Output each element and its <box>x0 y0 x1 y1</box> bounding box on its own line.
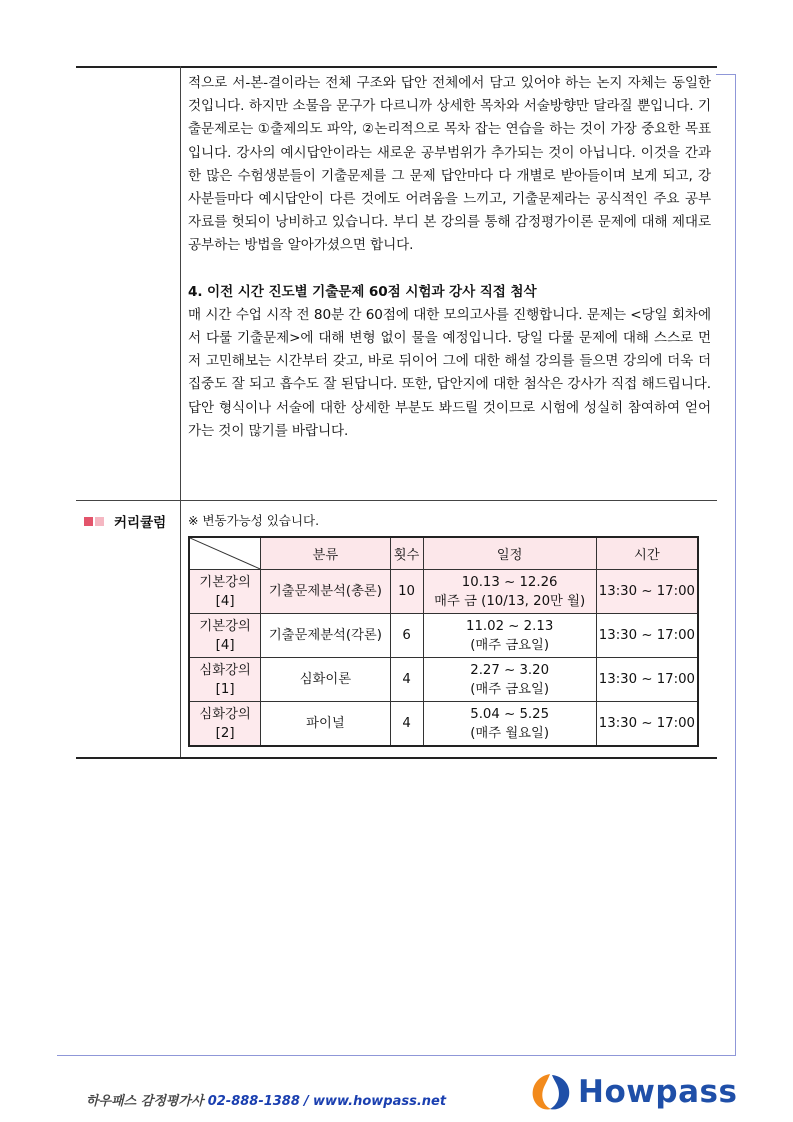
page-frame-top <box>716 74 736 75</box>
schedule-cell: 10.13 ~ 12.26 매주 금 (10/13, 20만 월) <box>423 570 596 614</box>
footer-phone[interactable]: 02-888-1388 <box>207 1094 300 1109</box>
course-name-cell: 심화이론 <box>261 658 390 702</box>
section-4-heading: 4. 이전 시간 진도별 기출문제 60점 시험과 강사 직접 첨삭 <box>188 283 537 300</box>
column-separator <box>180 66 181 758</box>
course-name-cell: 기출문제분석(각론) <box>261 614 390 658</box>
diagonal-header-cell <box>189 537 261 570</box>
count-cell: 4 <box>390 702 423 747</box>
header-category: 분류 <box>261 537 390 570</box>
table-row <box>189 570 698 614</box>
table-header-row <box>189 537 698 570</box>
time-cell: 13:30 ~ 17:00 <box>596 658 698 702</box>
count-cell: 4 <box>390 658 423 702</box>
table-row <box>189 658 698 702</box>
count-cell: 6 <box>390 614 423 658</box>
schedule-cell: 5.04 ~ 5.25 (매주 월요일) <box>423 702 596 747</box>
howpass-logo-text: Howpass <box>578 1074 738 1110</box>
footer-org: 하우패스 감정평가사 <box>86 1094 204 1109</box>
row-separator <box>76 500 717 501</box>
header-schedule: 일정 <box>423 537 596 570</box>
curriculum-table <box>188 536 699 747</box>
table-row <box>189 614 698 658</box>
footer-url[interactable]: www.howpass.net <box>312 1094 447 1109</box>
howpass-logo <box>530 1072 737 1112</box>
square-bullet-light-icon <box>95 517 104 526</box>
level-cell: 기본강의 [4] <box>189 570 261 614</box>
table-row <box>189 702 698 747</box>
count-cell: 10 <box>390 570 423 614</box>
course-name-cell: 기출문제분석(총론) <box>261 570 390 614</box>
course-description <box>188 72 711 443</box>
curriculum-label-text: 커리큘럼 <box>114 515 167 531</box>
footer-contact <box>86 1090 446 1109</box>
change-notice: ※ 변동가능성 있습니다. <box>188 513 320 528</box>
header-time: 시간 <box>596 537 698 570</box>
square-bullet-icon <box>84 517 93 526</box>
schedule-cell: 11.02 ~ 2.13 (매주 금요일) <box>423 614 596 658</box>
schedule-cell: 2.27 ~ 3.20 (매주 금요일) <box>423 658 596 702</box>
howpass-logo-icon <box>530 1072 572 1112</box>
page-frame-bottom <box>57 1055 736 1056</box>
header-count: 횟수 <box>390 537 423 570</box>
time-cell: 13:30 ~ 17:00 <box>596 702 698 747</box>
level-cell: 심화강의 [2] <box>189 702 261 747</box>
course-name-cell: 파이널 <box>261 702 390 747</box>
page-frame-right <box>735 74 736 1056</box>
level-cell: 기본강의 [4] <box>189 614 261 658</box>
section-4-paragraph: 매 시간 수업 시작 전 80분 간 60점에 대한 모의고사를 진행합니다. 문제는 <당일 회차에서 다룰 기출문제>에 대해 변형 없이 물을 예정입니다. 당일 다룰 문제에 대해 스스로 먼저 고민해보는 시간부터 갖고, 바로 뒤이어 그에 대한 해설 강의를 들으면 강의에 더욱 더 집중도 잘 되고 흡수도 잘 된답니다. 또한, 답안지에 대한 첨삭은 강사가 직접 해드립니다. 답안 형식이나 서술에 대한 상세한 부분도 봐드릴 것이므로 시험에 성실히 참여하여 얻어가는 것이 많기를 바랍니다. <box>188 306 711 439</box>
table-top-rule <box>76 66 717 68</box>
time-cell: 13:30 ~ 17:00 <box>596 614 698 658</box>
footer-separator: / <box>304 1094 309 1109</box>
curriculum-label <box>84 511 166 531</box>
level-cell: 심화강의 [1] <box>189 658 261 702</box>
table-bottom-rule <box>76 757 717 759</box>
time-cell: 13:30 ~ 17:00 <box>596 570 698 614</box>
intro-paragraph: 적으로 서-본-결이라는 전체 구조와 답안 전체에서 담고 있어야 하는 논지 자체는 동일한 것입니다. 하지만 소물음 문구가 다르니까 상세한 목차와 서술방향만 달라질 뿐입니다. 기출문제로는 ①출제의도 파악, ②논리적으로 목차 잡는 연습을 하는 것이 가장 중요한 목표입니다. 강사의 예시답안이라는 새로운 공부범위가 추가되는 것이 아닙니다. 이것을 간과한 많은 수험생분들이 기출문제를 그 문제 답안마다 다 개별로 받아들이며 보게 되고, 강사분들마다 예시답안이 다른 것에도 어려움을 느끼고, 기출문제라는 공식적인 주요 공부자료를 헛되이 낭비하고 있습니다. 부디 본 강의를 통해 감정평가이론 문제에 대해 제대로 공부하는 방법을 알아가셨으면 합니다. <box>188 75 711 254</box>
